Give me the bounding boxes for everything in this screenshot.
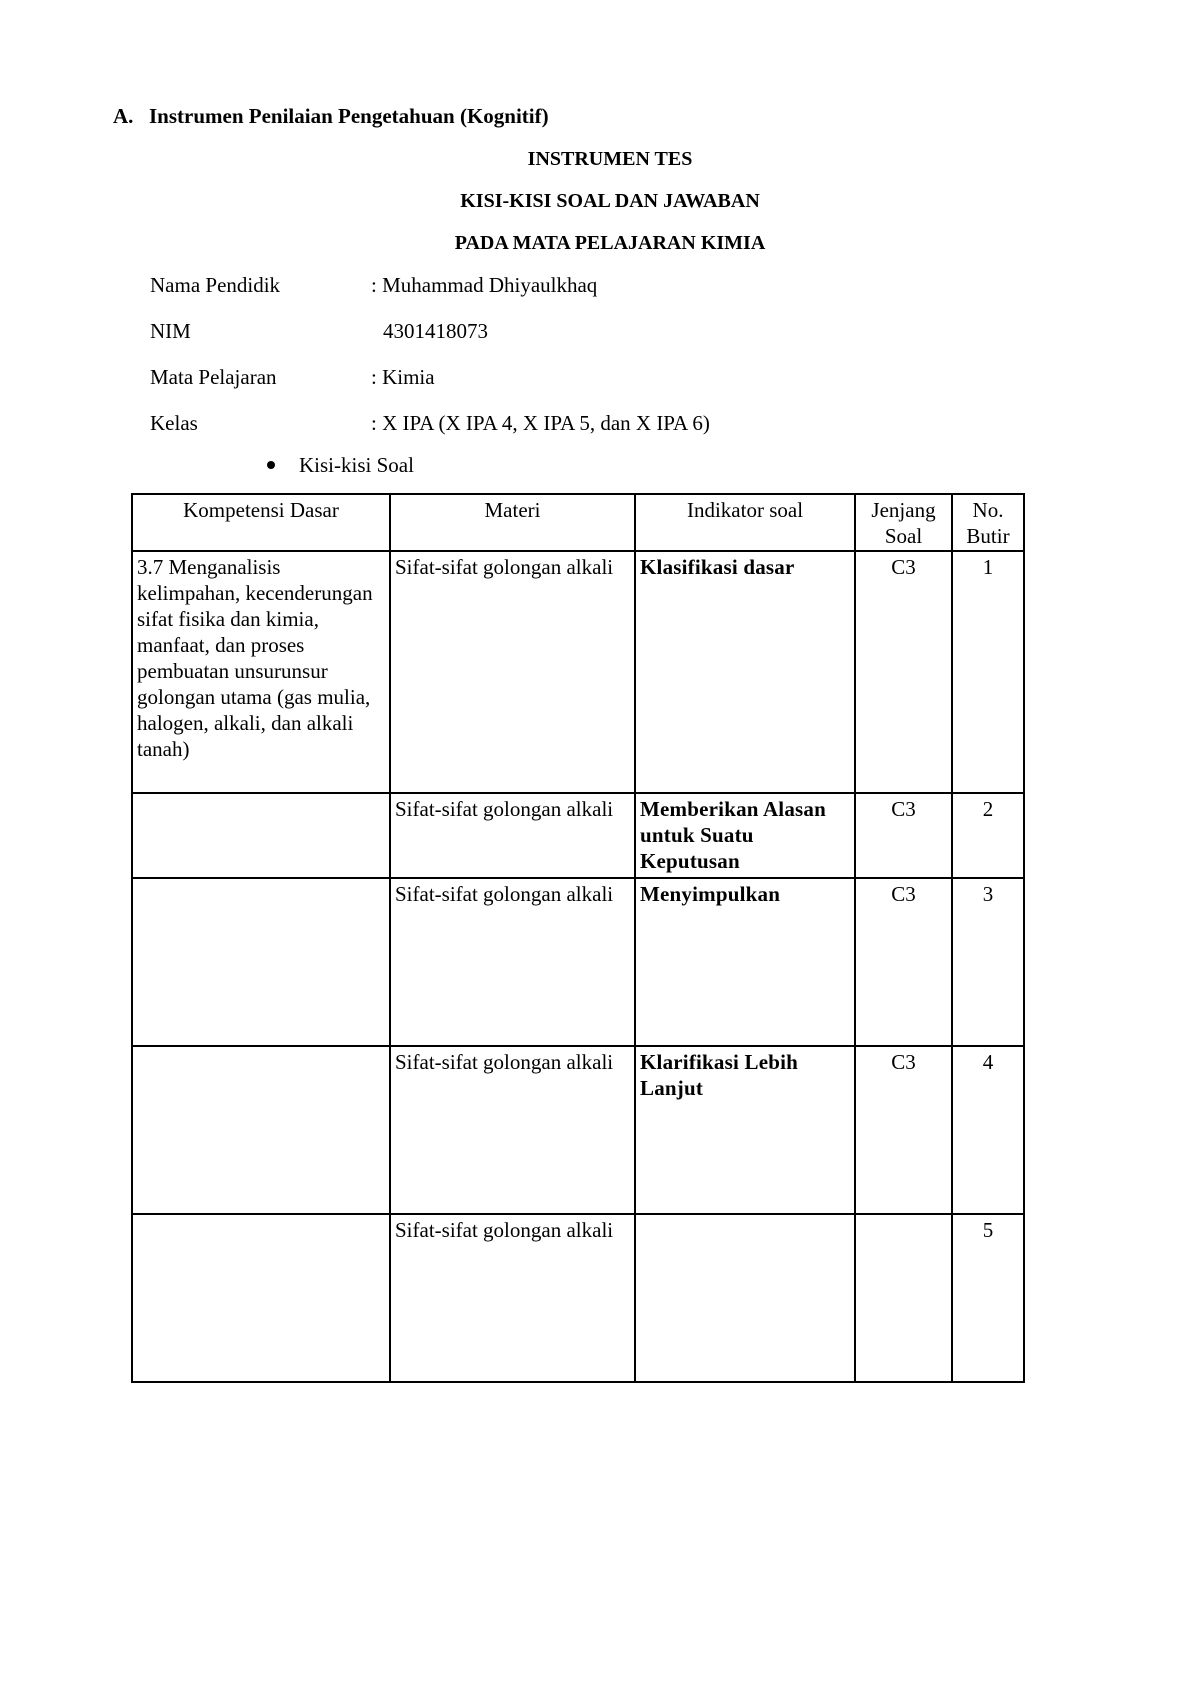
cell-jenjang: C3 — [855, 1046, 952, 1214]
column-header-indikator-soal: Indikator soal — [635, 494, 855, 551]
cell-materi: Sifat-sifat golongan alkali — [390, 551, 635, 793]
cell-no-butir: 4 — [952, 1046, 1024, 1214]
cell-indikator: Memberikan Alasan untuk Suatu Keputusan — [635, 793, 855, 878]
cell-kompetensi-dasar — [132, 1214, 390, 1382]
cell-indikator: Klarifikasi Lebih Lanjut — [635, 1046, 855, 1214]
column-header-jenjang-soal: Jenjang Soal — [855, 494, 952, 551]
section-heading — [113, 104, 549, 129]
info-value: : X IPA (X IPA 4, X IPA 5, dan X IPA 6) — [371, 411, 710, 435]
info-label: Mata Pelajaran — [150, 365, 277, 389]
table-row — [132, 1046, 1024, 1214]
cell-materi: Sifat-sifat golongan alkali — [390, 878, 635, 1046]
info-label: Kelas — [150, 411, 198, 435]
cell-no-butir: 2 — [952, 793, 1024, 878]
document-subtitle: KISI-KISI SOAL DAN JAWABAN — [460, 190, 760, 212]
cell-indikator: Menyimpulkan — [635, 878, 855, 1046]
bullet-item — [267, 453, 414, 478]
cell-no-butir: 3 — [952, 878, 1024, 1046]
cell-jenjang: C3 — [855, 551, 952, 793]
table-row — [132, 793, 1024, 878]
info-label: NIM — [150, 319, 191, 343]
cell-materi: Sifat-sifat golongan alkali — [390, 793, 635, 878]
cell-jenjang: C3 — [855, 878, 952, 1046]
info-value: : Muhammad Dhiyaulkhaq — [371, 273, 598, 297]
cell-indikator: Klasifikasi dasar — [635, 551, 855, 793]
table-row — [132, 1214, 1024, 1382]
cell-kompetensi-dasar: 3.7 Menganalisis kelimpahan, kecenderungan sifat fisika dan kimia, manfaat, dan proses pembuatan unsurunsur golongan utama (gas mulia, halogen, alkali, dan alkali tanah) — [132, 551, 390, 793]
document-title: INSTRUMEN TES — [527, 148, 693, 170]
cell-materi: Sifat-sifat golongan alkali — [390, 1214, 635, 1382]
cell-no-butir: 5 — [952, 1214, 1024, 1382]
cell-kompetensi-dasar — [132, 793, 390, 878]
section-heading-text: Instrumen Penilaian Pengetahuan (Kognitif) — [149, 104, 549, 128]
cell-no-butir: 1 — [952, 551, 1024, 793]
bullet-text: Kisi-kisi Soal — [299, 453, 414, 477]
info-label: Nama Pendidik — [150, 273, 281, 297]
cell-jenjang — [855, 1214, 952, 1382]
cell-materi: Sifat-sifat golongan alkali — [390, 1046, 635, 1214]
column-header-kompetensi-dasar: Kompetensi Dasar — [132, 494, 390, 551]
cell-jenjang: C3 — [855, 793, 952, 878]
cell-kompetensi-dasar — [132, 878, 390, 1046]
column-header-no-butir: No. Butir — [952, 494, 1024, 551]
kisi-kisi-table — [131, 493, 1025, 1383]
cell-indikator — [635, 1214, 855, 1382]
cell-kompetensi-dasar — [132, 1046, 390, 1214]
bullet-icon — [267, 461, 275, 469]
section-marker: A. — [113, 104, 134, 128]
table-header-row — [132, 494, 1024, 551]
table-row — [132, 551, 1024, 793]
document-subject-title: PADA MATA PELAJARAN KIMIA — [454, 232, 766, 254]
table-row — [132, 878, 1024, 1046]
column-header-materi: Materi — [390, 494, 635, 551]
info-value: : Kimia — [371, 365, 435, 389]
info-value: 4301418073 — [383, 319, 488, 343]
